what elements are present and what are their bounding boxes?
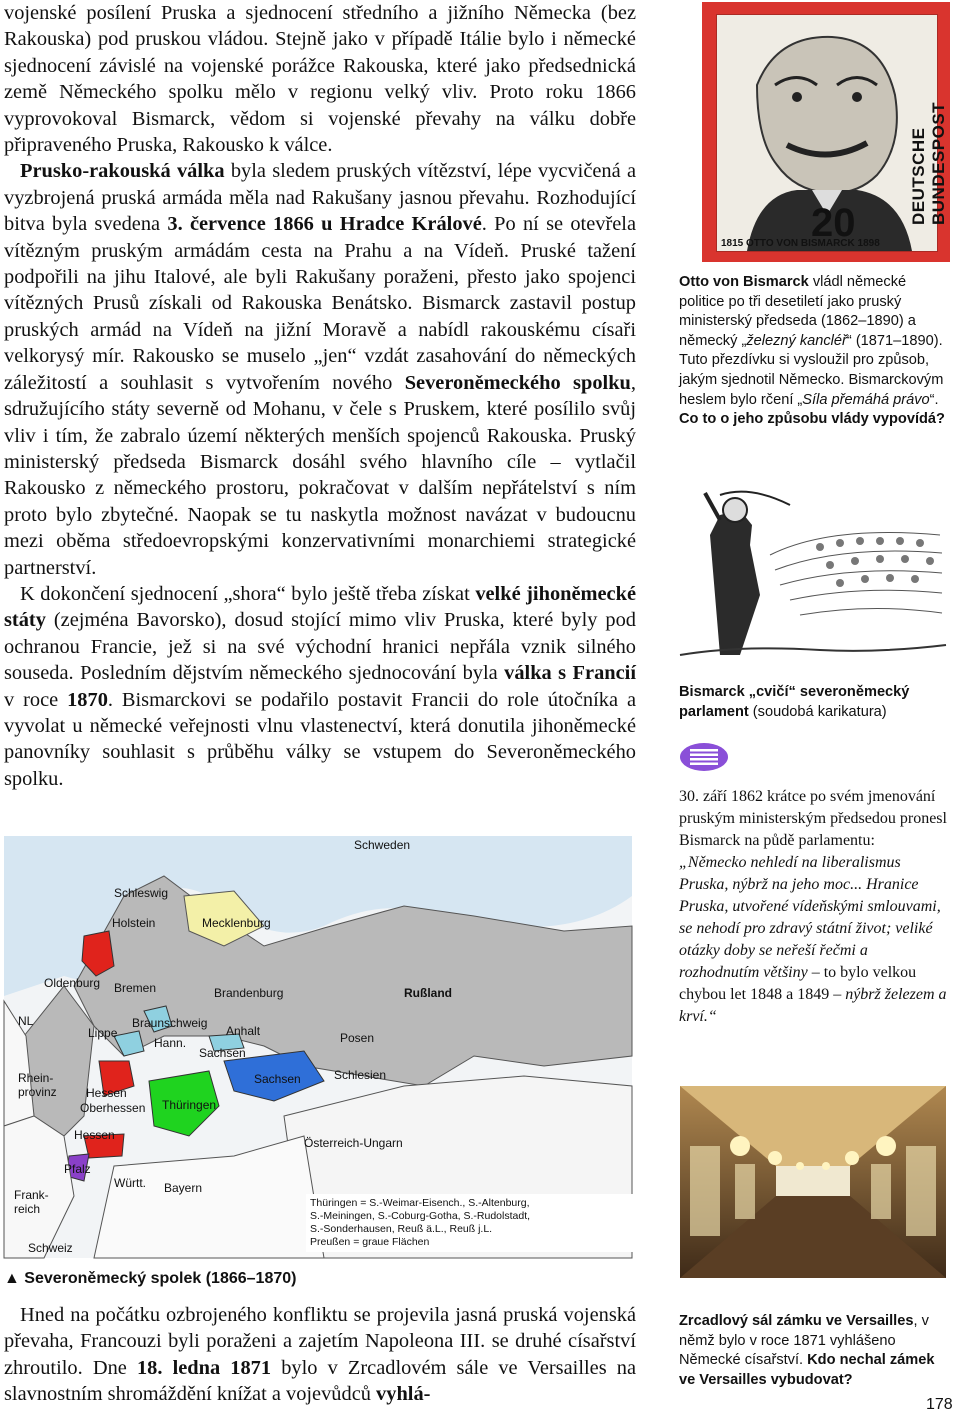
paragraph-southern-states — [4, 581, 636, 792]
text-span: , sdružujícího státy severně od Mohanu, v čele s Pruskem, které posílilo svůj vliv i tím, že zabralo území některých menších spojenců Rakouska. Pruský ministerský předseda Bismarck dosáhl svého hlavního cíle – vytlačil Rakousko z německého prostoru, pokračovat v dalším nepřátelství s ním proto bylo zbytečné. Naopak se tu naskytla možnost navázat v budoucnu mezi oběma středoevropskými konzervativními monarchiemi strategické partnerství. — [4, 371, 636, 579]
caption-bold: Bismarck „cvičí“ severoněmecký parlament — [679, 684, 910, 720]
map-label: Lippe — [88, 1026, 118, 1040]
text-span: (zejména Bavorsko), dosud stojící mimo vliv Pruska, které byly pod ochranou Francie, jež si na své východní hranici nepřála vznik silného souseda. Posledním dějstvím německého sjednocování byla — [4, 609, 636, 685]
caricature-caption — [679, 683, 951, 722]
quote-intro: 30. září 1862 krátce po svém jmenování pruským ministerským předsedou pronesl Bismarck na půdě parlamentu: — [679, 788, 947, 849]
map-caption: ▲ Severoněmecký spolek (1866–1870) — [4, 1270, 297, 1287]
map-label: Hessen — [86, 1086, 127, 1100]
map-label: Schlesien — [334, 1068, 387, 1082]
caption-italic: Síla přemáhá právo — [802, 391, 930, 408]
caricature-drawing — [680, 475, 946, 665]
caricature-image — [680, 475, 946, 665]
map-label: Bremen — [114, 981, 157, 995]
bismarck-stamp-image — [702, 2, 950, 262]
legend-line: S.-Sonderhausen, Reuß ä.L., Reuß j.L. — [310, 1223, 493, 1235]
quote-plain: – to bylo velkou chybou let 1848 a 1849 – — [679, 964, 917, 1003]
term-hradec-kralove: 3. července 1866 u Hradce Králové — [167, 213, 482, 236]
quote-italic: „Německo nehledí na liberalismus Pruska, nýbrž na jeho moc... Hranice Pruska, utvořené vídeňskými smlouvami, se nehodí pro zdravý státní život; veliké otázky doby se neřeší řečmi a rozhodnutím většiny — [679, 854, 941, 981]
map-legend — [306, 1194, 636, 1252]
paragraph-intro — [4, 0, 636, 158]
map-label: Braunschweig — [132, 1016, 208, 1030]
term-jihonemecke-staty: velké jihoněmecké státy — [4, 582, 637, 632]
map-label: Hann. — [154, 1036, 187, 1050]
stamp-portrait-area — [716, 14, 948, 252]
map-label: Sachsen — [199, 1046, 246, 1060]
quote-italic-end: nýbrž železem a krví.“ — [679, 986, 947, 1025]
map-label: Österreich-Ungarn — [304, 1136, 403, 1150]
bottom-paragraph — [4, 1302, 636, 1408]
stamp-country-text: DEUTSCHE BUNDESPOST — [909, 101, 948, 225]
caption-bold: Zrcadlový sál zámku ve Versailles — [679, 1313, 914, 1329]
map-label: Hessen — [74, 1128, 115, 1142]
map-label: Holstein — [112, 916, 156, 930]
caption-italic: železný kancléř — [746, 332, 847, 349]
north-german-confederation-map — [4, 836, 632, 1258]
term-severonemecky-spolek: Severoněmeckého spolku — [404, 371, 631, 394]
versailles-drawing — [680, 1086, 946, 1278]
term-1870: 1870 — [67, 688, 108, 711]
caption-name: Otto von Bismarck — [679, 274, 809, 290]
legend-line: Preußen = graue Flächen — [310, 1236, 430, 1248]
caption-question: Co to o jeho způsobu vlády vypovídá? — [679, 411, 945, 428]
map-label: Sachsen — [254, 1072, 301, 1086]
term-vyhla: vyhlá- — [376, 1383, 431, 1406]
stamp-caption: 1815 OTTO VON BISMARCK 1898 — [721, 238, 880, 249]
map-label: Oldenburg — [44, 976, 101, 990]
stamp-value: 20 — [811, 201, 856, 245]
text-span: v roce — [4, 688, 68, 711]
versailles-hall-of-mirrors-image — [680, 1086, 946, 1278]
versailles-caption — [679, 1312, 951, 1390]
bismarck-quote — [679, 786, 951, 1028]
caption-text: vládl německé politice po tři desetiletí jako pruský ministerský předseda (1862–1890) a německý „ — [679, 274, 916, 349]
paragraph-prussian-austrian-war — [4, 158, 636, 581]
term-date: 18. ledna 1871 — [136, 1356, 272, 1379]
legend-line: Thüringen = S.-Weimar-Eisench., S.-Altenburg, — [310, 1197, 530, 1209]
map-label: Mecklenburg — [202, 916, 271, 930]
map-label: Oberhessen — [80, 1101, 146, 1115]
map-label: Thüringen — [162, 1098, 217, 1112]
caption-text: “ (1871–1890). Tuto přezdívku si vysloužil pro způsob, jakým sjednotil Německo. Bismarckovým heslem bylo rčení „ — [679, 332, 944, 408]
text-span: Hned na počátku ozbrojeného konfliktu se projevila jasná pruská vojenská převaha, Francouzi byli poraženi a zajetím Napoleona III. se druhé císařství zhroutilo. Dne — [4, 1304, 636, 1379]
text-span: . Bismarckovi se podařilo postavit Francii do role útočníka a vyvolat u německé veřejnosti vlnu vlastenectví, která donutila jihoněmecké panovníky souhlasit s průběhu války se vstupem do Severoněmeckého spolku. — [4, 688, 636, 790]
map-label: Bayern — [164, 1181, 203, 1195]
text-span: K dokončení sjednocení „shora“ bylo ještě třeba získat — [20, 582, 476, 605]
page-number: 178 — [926, 1396, 953, 1413]
legend-line: S.-Meiningen, S.-Coburg-Gotha, S.-Rudolstadt, — [310, 1210, 531, 1222]
map-label: Rhein-provinz — [18, 1071, 57, 1099]
bismarck-caption — [679, 273, 951, 430]
map-label: Posen — [340, 1031, 375, 1045]
map-label: Brandenburg — [214, 986, 284, 1000]
term-valka-s-francii: válka s Francií — [504, 662, 636, 685]
map-label: NL — [18, 1014, 34, 1028]
map-label: Schleswig — [114, 886, 169, 900]
document-source-icon — [679, 742, 729, 772]
term-prusko-rakouska-valka: Prusko-rakouská válka — [20, 160, 225, 183]
text-span: byla sledem pruských vítězství, lépe vycvičená a vyzbrojená pruská armáda měla nad Rakušany jasnou převahu. Rozhodující bitva byla svedena — [4, 160, 636, 236]
map-label: Rußland — [404, 986, 452, 1000]
map-label: Schweiz — [28, 1241, 73, 1255]
paragraph-intro-text: vojenské posílení Pruska a sjednocení středního a jižního Německa (bez Rakouska) pod pruskou vládou. Stejně jako v případě Itálie bylo i německé sjednocení závislé na vojenské porážce Rakouska, které jako předsednická země Německého spolku mělo v regionu velký vliv. Proto roku 1866 vyprovokoval Bismarck, vědom si vojenské převahy na válku dobře připraveného Pruska, Rakousko k válce. — [4, 2, 636, 157]
caption-text: (soudobá karikatura) — [748, 703, 887, 720]
caption-text: “. — [929, 391, 939, 408]
main-text-column — [4, 0, 636, 792]
map-label: Frank-reich — [14, 1188, 49, 1216]
caption-question: Kdo nechal zámek ve Versailles vybudovat? — [679, 1352, 935, 1388]
map-label: Anhalt — [226, 1024, 261, 1038]
caption-text: , v němž bylo v roce 1871 vyhlášeno Německé císařství. — [679, 1313, 929, 1369]
text-span: bylo v Zrcadlovém sále ve Versailles na slavnostním shromáždění knížat a vojevůdců — [4, 1356, 637, 1406]
map-label: Schweden — [354, 838, 411, 852]
map-label: Pfalz — [64, 1162, 91, 1176]
text-span: . Po ní se otevřela vítězným pruským armádám cesta na Prahu a na Vídeň. Pruské tažení podpořili na jihu Italové, ale byli Rakušany poraženi, přesto jako spojenci vítězných Prusů získali od Rakouska Benátsko. Bismarck zastavil postup pruských armád na Vídeň na jižní Moravě a nabídl rakouskému císaři velkorysý mír. Rakousko se muselo „jen“ vzdát zasahování do německých záležitostí a souhlasit s vytvořením nového — [4, 213, 637, 394]
map-label: Württ. — [114, 1176, 146, 1190]
